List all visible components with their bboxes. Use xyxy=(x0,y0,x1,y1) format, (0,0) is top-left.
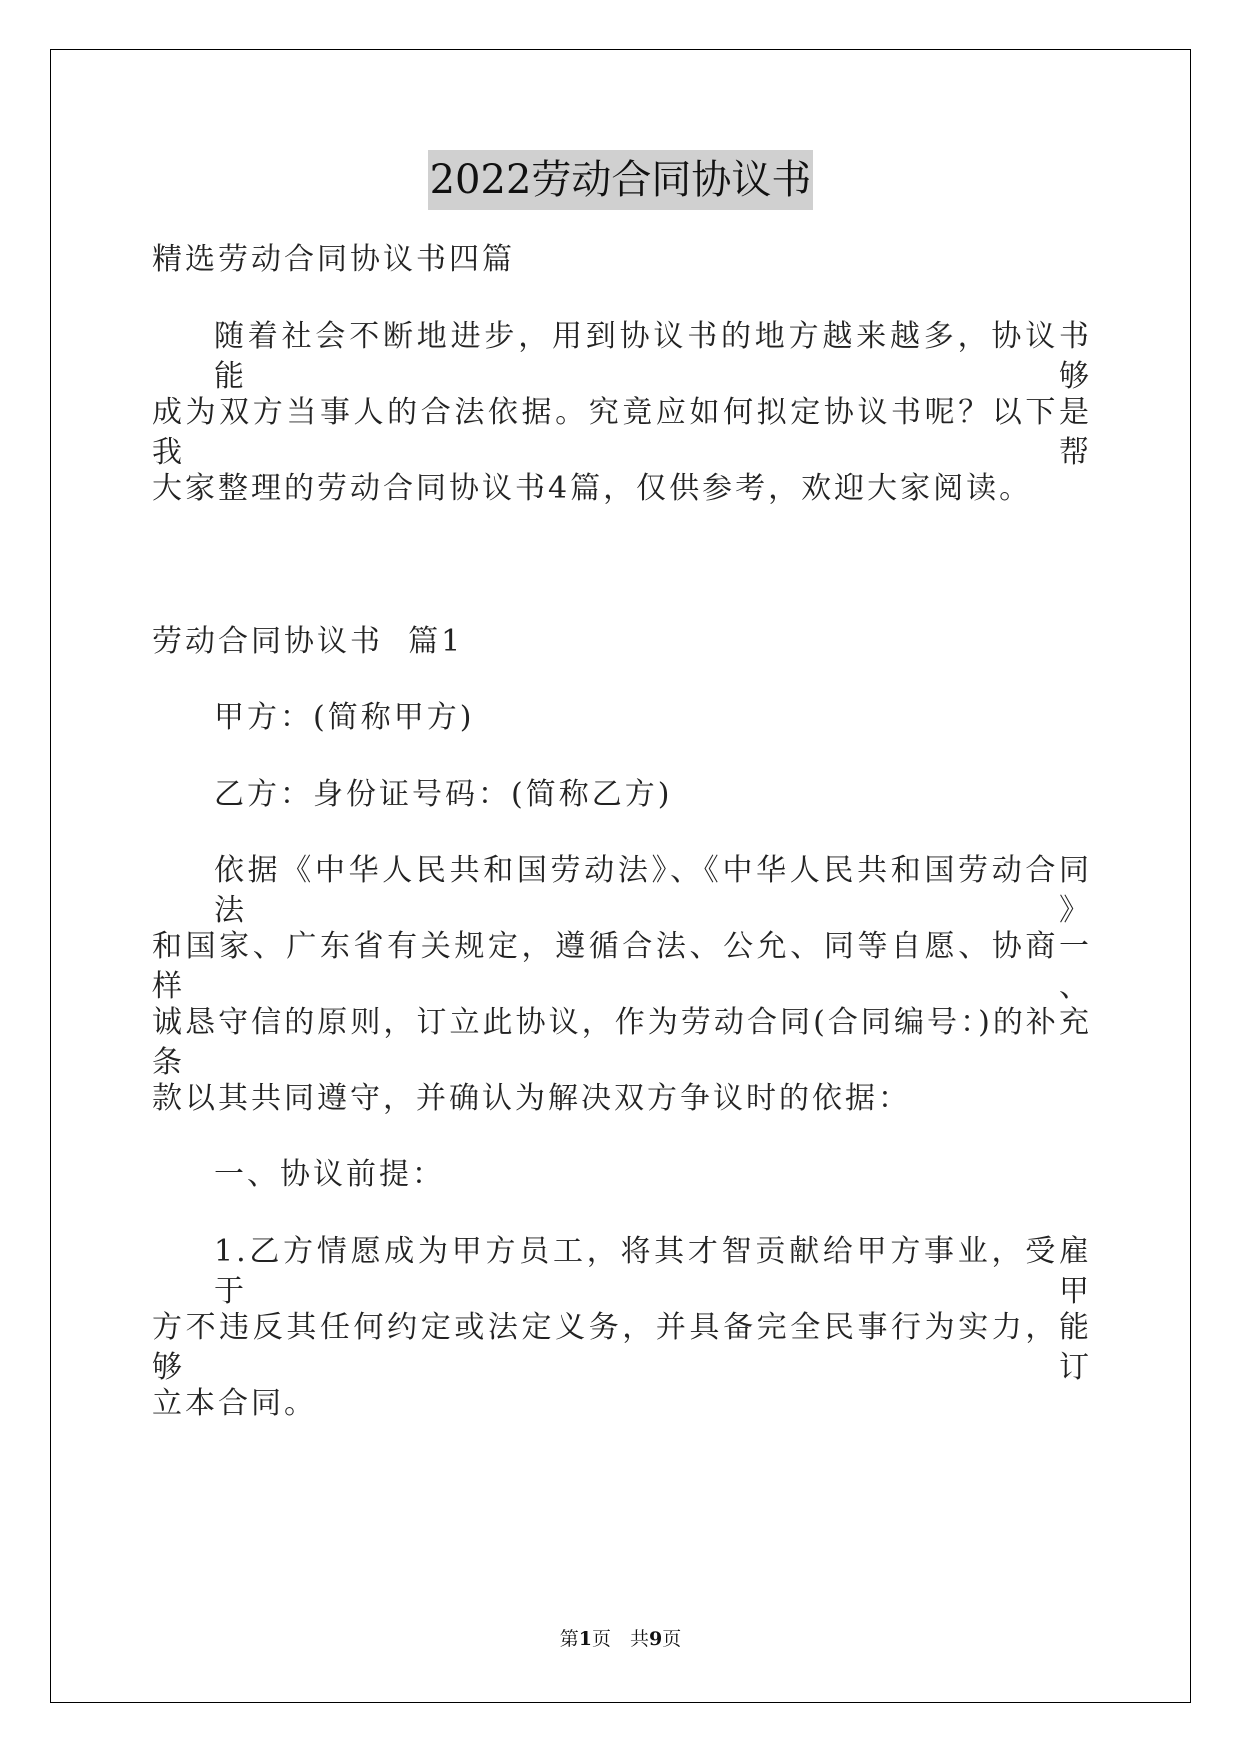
clause-1-line-2: 方不违反其任何约定或法定义务，并具备完全民事行为实力，能够订 xyxy=(152,1310,1092,1385)
intro-line-2: 成为双方当事人的合法依据。究竟应如何拟定协议书呢？以下是我帮 xyxy=(152,395,1092,470)
party-b-line: 乙方：身份证号码：(简称乙方) xyxy=(214,777,673,812)
footer-page-suffix: 页 xyxy=(662,1628,682,1650)
intro-line-3: 大家整理的劳动合同协议书4篇，仅供参考，欢迎大家阅读。 xyxy=(152,471,1033,506)
basis-line-1: 依据《中华人民共和国劳动法》、《中华人民共和国劳动合同法》 xyxy=(214,853,1092,928)
footer-page-prefix: 第 xyxy=(559,1628,579,1650)
footer-page-total: 9 xyxy=(649,1628,663,1650)
clause-1-line-3: 立本合同。 xyxy=(152,1386,317,1421)
basis-line-4: 款以其共同遵守，并确认为解决双方争议时的依据： xyxy=(152,1081,911,1116)
footer-page-number: 1 xyxy=(578,1628,592,1650)
footer-page-mid: 页 共 xyxy=(591,1628,649,1650)
section-heading: 劳动合同协议书 篇1 xyxy=(152,624,464,659)
intro-line-1: 随着社会不断地进步，用到协议书的地方越来越多，协议书能够 xyxy=(214,319,1092,394)
page-footer xyxy=(0,1627,1241,1651)
basis-line-2: 和国家、广东省有关规定，遵循合法、公允、同等自愿、协商一样、 xyxy=(152,929,1092,1004)
title-container xyxy=(0,150,1241,210)
clause-1-line-1: 1.乙方情愿成为甲方员工，将其才智贡献给甲方事业，受雇于甲 xyxy=(214,1234,1092,1309)
document-subtitle: 精选劳动合同协议书四篇 xyxy=(152,242,515,277)
clause-heading: 一、协议前提： xyxy=(214,1157,445,1192)
document-title: 2022劳动合同协议书 xyxy=(428,150,814,210)
basis-line-3: 诚恳守信的原则，订立此协议，作为劳动合同(合同编号：)的补充条 xyxy=(152,1005,1092,1080)
party-a-line: 甲方：(简称甲方) xyxy=(214,700,475,735)
